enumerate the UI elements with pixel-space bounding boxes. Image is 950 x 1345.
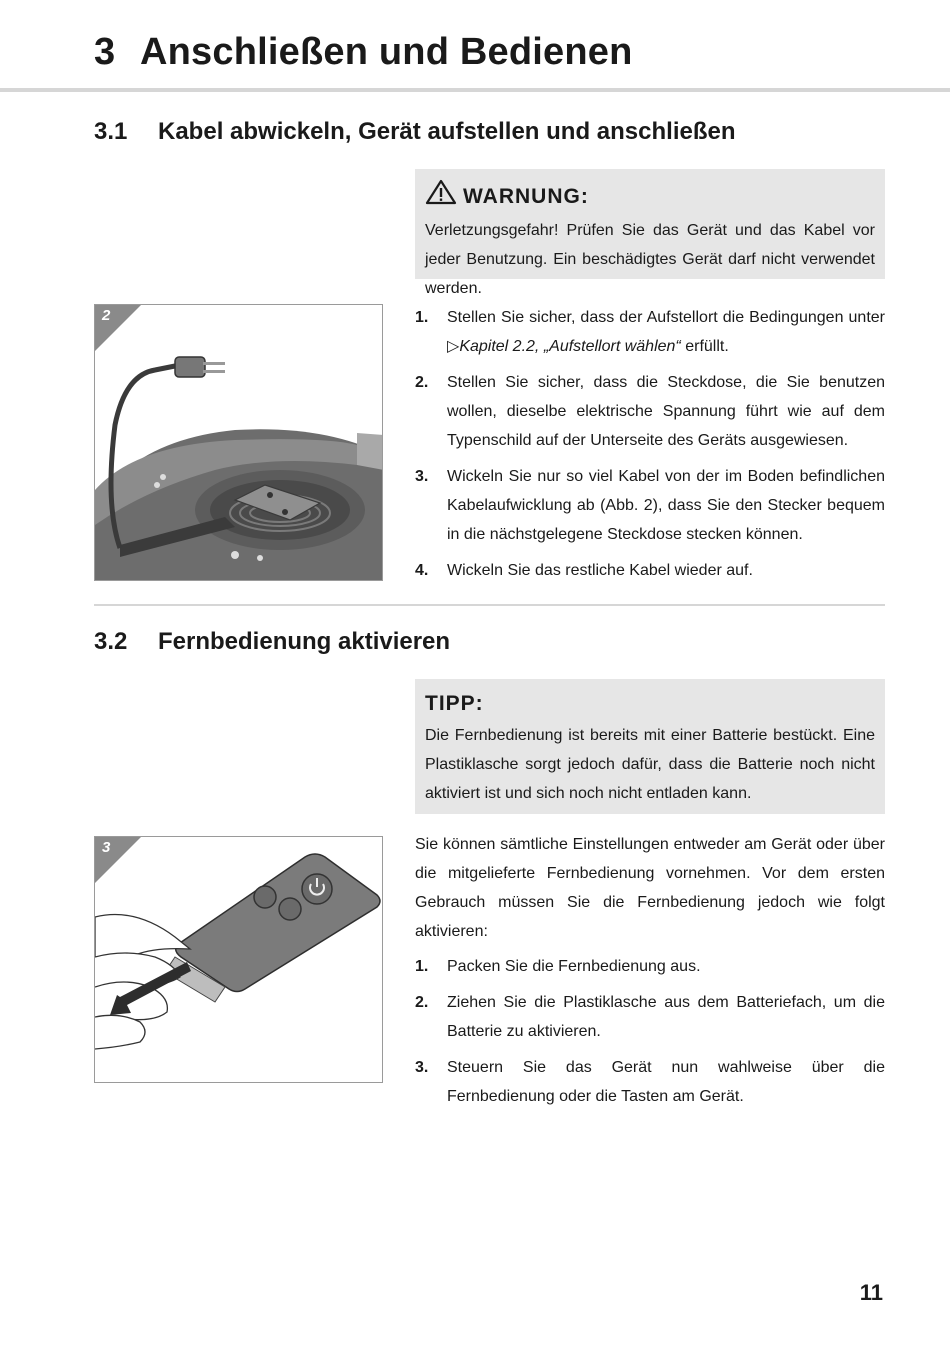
tip-title: TIPP: <box>425 692 484 715</box>
cross-reference-arrow-icon: ▷ <box>447 338 460 355</box>
list-item: 2. Stellen Sie sicher, dass die Steckdose, die Sie benutzen wollen, dieselbe elektrische Spannung führt wie auf dem Typenschild auf der Unterseite des Geräts ausgewiesen. <box>415 374 885 449</box>
list-item: 1. Stellen Sie sicher, dass der Aufstellort die Bedingungen unter ▷Kapitel 2.2, „Aufstellort wählen“ erfüllt. <box>415 309 885 355</box>
chapter-number: 3 <box>94 31 116 73</box>
warning-box <box>415 169 885 297</box>
steps-section-3-2 <box>415 830 885 1118</box>
steps-section-3-1 <box>415 303 885 592</box>
section-title-text: Fernbedienung aktivieren <box>158 628 451 655</box>
cross-reference-link[interactable]: Kapitel 2.2, „Aufstellort wählen“ <box>459 338 681 355</box>
intro-paragraph: Sie können sämtliche Einstellungen entweder am Gerät oder über die mitgelieferte Fernbedienung vornehmen. Vor dem ersten Gebrauch müssen Sie die Fernbedienung jedoch wie folgt aktivieren: <box>415 836 885 940</box>
tip-text: Die Fernbedienung ist bereits mit einer Batterie bestückt. Eine Plastiklasche sorgt jedoch dafür, dass die Batterie noch nicht aktiviert ist und sich noch nicht entladen kann. <box>425 727 875 802</box>
tip-box <box>415 679 885 814</box>
list-item: 4. Wickeln Sie das restliche Kabel wieder auf. <box>415 562 753 579</box>
chapter-title <box>94 28 633 76</box>
warning-triangle-icon <box>425 179 457 214</box>
chapter-rule <box>0 88 950 92</box>
section-number: 3.1 <box>94 118 128 145</box>
chapter-title-text: Anschließen und Bedienen <box>140 31 633 73</box>
list-item: 1. Packen Sie die Fernbedienung aus. <box>415 958 701 975</box>
figure-number: 3 <box>102 839 111 856</box>
figure-2 <box>94 304 383 581</box>
list-item: 3. Wickeln Sie nur so viel Kabel von der im Boden befindlichen Kabelaufwicklung ab (Abb. 2), dass Sie den Stecker bequem in die nächstgelegene Steckdose stecken können. <box>415 468 885 543</box>
warning-text: Verletzungsgefahr! Prüfen Sie das Gerät und das Kabel vor jeder Benutzung. Ein beschädigtes Gerät darf nicht verwendet werden. <box>425 222 875 297</box>
figure-number: 2 <box>102 307 111 324</box>
list-item: 3. Steuern Sie das Gerät nun wahlweise über die Fernbedienung oder die Tasten am Gerät. <box>415 1059 885 1105</box>
list-item: 2. Ziehen Sie die Plastiklasche aus dem Batteriefach, um die Batterie zu aktivieren. <box>415 994 885 1040</box>
section-title <box>94 626 450 658</box>
warning-title <box>425 179 875 214</box>
figure-3 <box>94 836 383 1083</box>
section-divider <box>94 604 885 606</box>
section-number: 3.2 <box>94 628 128 655</box>
section-title <box>94 116 736 148</box>
warning-label: WARNUNG: <box>463 184 589 208</box>
page-number: 11 <box>859 1280 883 1305</box>
section-title-text: Kabel abwickeln, Gerät aufstellen und anschließen <box>158 118 736 145</box>
